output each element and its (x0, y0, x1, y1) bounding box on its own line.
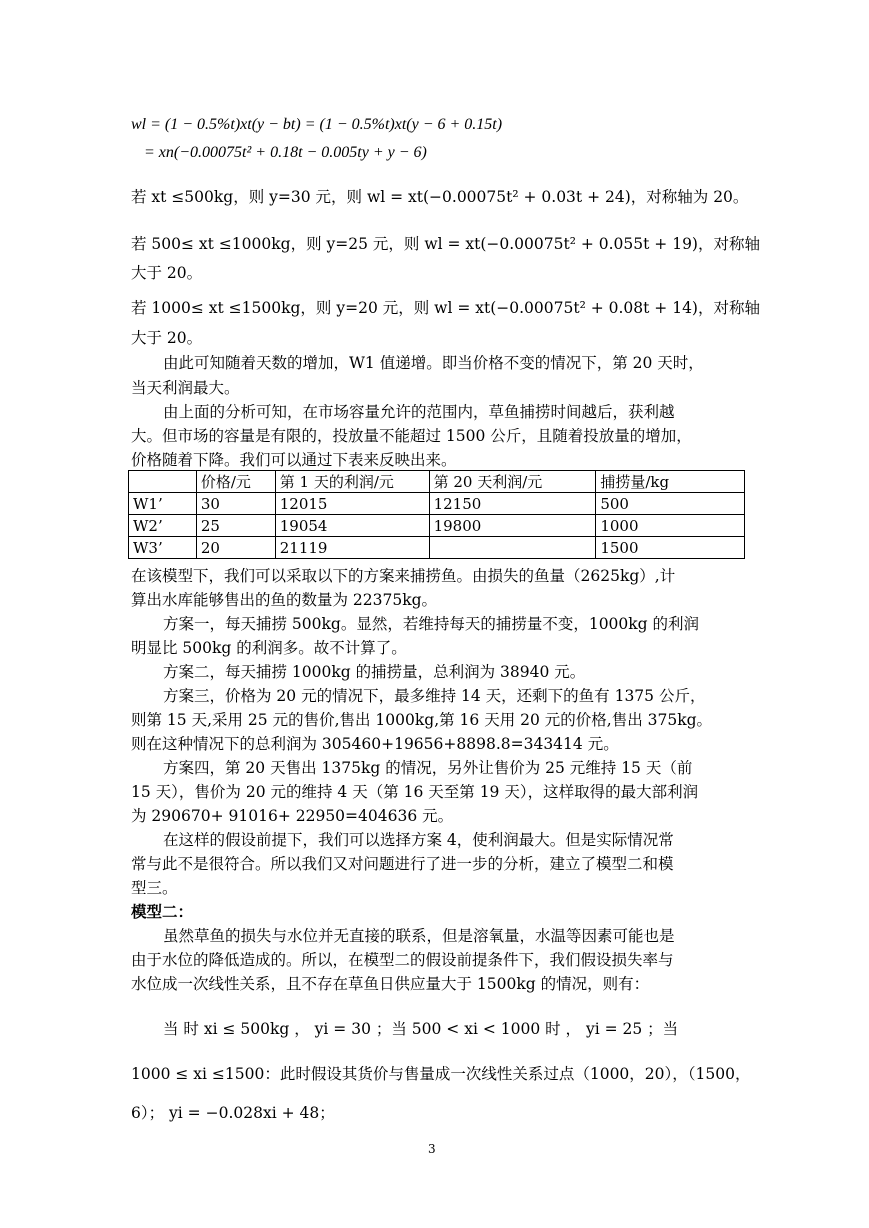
formula-line-2: = xn(−0.00075t² + 0.18t − 0.005ty + y − 6) (144, 144, 427, 161)
table-cell: 500 (596, 493, 745, 515)
conclusion-a: 在这样的假设前提下，我们可以选择方案 4，使利润最大。但是实际情况常 (163, 831, 674, 849)
table-cell: 20 (196, 537, 275, 559)
paragraph-2a: 由上面的分析可知，在市场容量允许的范围内，草鱼捕捞时间越后，获利越 (163, 403, 675, 421)
table-cell: 21119 (275, 537, 429, 559)
scheme-4a: 方案四，第 20 天售出 1375kg 的情况，另外让售价为 25 元维持 15 天（前 (163, 759, 693, 777)
model2-heading: 模型二： (131, 902, 194, 921)
table-cell: 12150 (429, 493, 596, 515)
case-2: 若 500≤ xt ≤1000kg，则 y=25 元，则 wl = xt(−0.00075t² + 0.055t + 19)，对称轴 (131, 235, 760, 253)
table-row (129, 515, 745, 537)
table-cell: W2’ (129, 515, 197, 537)
model2-paragraph-b: 由于水位的降低造成的。所以，在模型二的假设前提条件下，我们假设损失率与 (131, 951, 674, 969)
scheme-3c: 则在这种情况下的总利润为 305460+19656+8898.8=343414 元。 (131, 735, 619, 753)
conclusion-b: 常与此不是很符合。所以我们又对问题进行了进一步的分析，建立了模型二和模 (131, 855, 674, 873)
paragraph-1b: 当天利润最大。 (131, 379, 240, 397)
scheme-4b: 15 天），售价为 20 元的维持 4 天（第 16 天至第 19 天），这样取得的最大部利润 (131, 783, 699, 801)
scheme-1b: 明显比 500kg 的利润多。故不计算了。 (131, 639, 407, 657)
scheme-1a: 方案一，每天捕捞 500kg。显然，若维持每天的捕捞量不变，1000kg 的利润 (163, 615, 700, 633)
table-header-cell: 价格/元 (196, 471, 275, 493)
page-number: 3 (428, 1142, 436, 1156)
table-cell: 1500 (596, 537, 745, 559)
conclusion-c: 型三。 (131, 879, 178, 897)
table-header-cell: 第 20 天利润/元 (429, 471, 596, 493)
model2-condition-a: 当 时 xi ≤ 500kg ， yi = 30 ；当 500 < xi < 1000 时 ， yi = 25 ；当 (163, 1020, 679, 1038)
after-table-a: 在该模型下，我们可以采取以下的方案来捕捞鱼。由损失的鱼量（2625kg）,计 (131, 567, 676, 585)
table-header-cell: 捕捞量/kg (596, 471, 745, 493)
table-cell: 12015 (275, 493, 429, 515)
model2-condition-b: 1000 ≤ xi ≤1500：此时假设其货价与售量成一次线性关系过点（1000，20），（1500， (131, 1065, 751, 1083)
case-1: 若 xt ≤500kg，则 y=30 元，则 wl = xt(−0.00075t² + 0.03t + 24)，对称轴为 20。 (131, 188, 749, 206)
table-row (129, 493, 745, 515)
paragraph-2c: 价格随着下降。我们可以通过下表来反映出来。 (131, 451, 457, 469)
table-cell: W1’ (129, 493, 197, 515)
table-header-cell: 第 1 天的利润/元 (275, 471, 429, 493)
scheme-3b: 则第 15 天,采用 25 元的售价,售出 1000kg,第 16 天用 20 元的价格,售出 375kg。 (131, 711, 713, 729)
paragraph-2b: 大。但市场的容量是有限的，投放量不能超过 1500 公斤，且随着投放量的增加， (131, 427, 692, 445)
scheme-2: 方案二，每天捕捞 1000kg 的捕捞量，总利润为 38940 元。 (163, 663, 586, 681)
table-cell: 25 (196, 515, 275, 537)
table-cell (429, 537, 596, 559)
scheme-4c: 为 290670+ 91016+ 22950=404636 元。 (131, 807, 454, 825)
case-2-cont: 大于 20。 (131, 264, 203, 282)
formula-line-1: wl = (1 − 0.5%t)xt(y − bt) = (1 − 0.5%t)xt(y − 6 + 0.15t) (131, 116, 503, 133)
table-row (129, 537, 745, 559)
model2-paragraph-a: 虽然草鱼的损失与水位并无直接的联系，但是溶氧量，水温等因素可能也是 (163, 927, 675, 945)
model2-paragraph-c: 水位成一次线性关系，且不存在草鱼日供应量大于 1500kg 的情况，则有： (131, 975, 650, 993)
table-cell: 1000 (596, 515, 745, 537)
table-header-row (129, 471, 745, 493)
scheme-3a: 方案三，价格为 20 元的情况下，最多维持 14 天，还剩下的鱼有 1375 公斤， (163, 687, 706, 705)
table-cell: 19800 (429, 515, 596, 537)
table-cell: 19054 (275, 515, 429, 537)
after-table-b: 算出水库能够售出的鱼的数量为 22375kg。 (131, 591, 438, 609)
model2-condition-c: 6）； yi = −0.028xi + 48； (131, 1104, 335, 1122)
profit-table (128, 470, 745, 559)
table-cell: 30 (196, 493, 275, 515)
table-header-cell (129, 471, 197, 493)
paragraph-1a: 由此可知随着天数的增加，W1 值递增。即当价格不变的情况下，第 20 天时， (163, 354, 704, 372)
case-3-cont: 大于 20。 (131, 329, 203, 347)
table-cell: W3’ (129, 537, 197, 559)
case-3: 若 1000≤ xt ≤1500kg，则 y=20 元，则 wl = xt(−0.00075t² + 0.08t + 14)，对称轴 (131, 299, 760, 317)
